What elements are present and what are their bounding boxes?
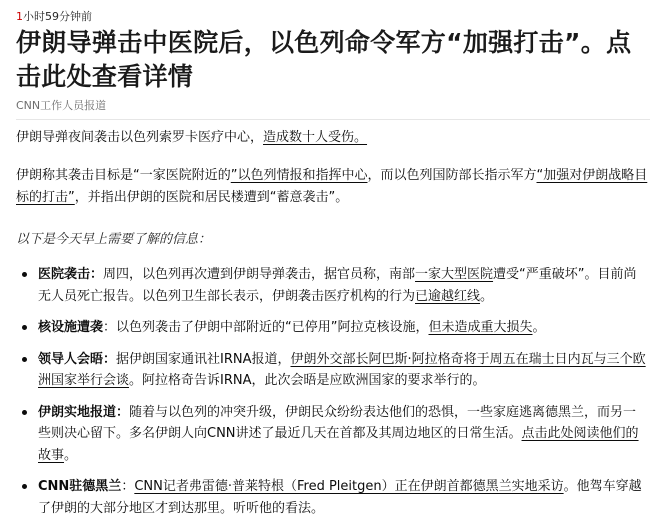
- item-lead: 医院袭击：: [38, 267, 104, 282]
- p2-text-2: ，而以色列国防部长指示军方: [367, 168, 537, 183]
- timestamp: [16, 8, 92, 24]
- injuries-link[interactable]: 造成数十人受伤。: [263, 130, 368, 145]
- geneva-talks-link[interactable]: 伊朗外交部长阿巴斯·阿拉格奇将于周五在瑞士日内瓦与三个欧洲国家举行会谈: [38, 351, 646, 388]
- item-text: 。: [532, 320, 546, 335]
- divider: [16, 119, 650, 120]
- item-text: 据伊朗国家通讯社IRNA报道，: [116, 351, 291, 367]
- byline: CNN工作人员报道: [16, 99, 107, 112]
- headline: 伊朗导弹击中医院后，以色列命令军方“加强打击”。点击此处查看详情: [16, 28, 632, 91]
- item-text: 周四，以色列再次遭到伊朗导弹袭击，据官员称，南部: [103, 267, 416, 282]
- intro-text: 伊朗导弹夜间袭击以色列索罗卡医疗中心，: [16, 130, 264, 145]
- strengthen-strikes-link[interactable]: “加强对伊朗战略目标的打击”: [16, 168, 648, 205]
- item-text: 。阿拉格奇告诉IRNA，此次会晤是应欧洲国家的要求举行的。: [129, 373, 486, 388]
- list-item-nuclear: [16, 317, 646, 339]
- timestamp-text: 小时59分钟前: [23, 10, 92, 23]
- item-text: ：: [121, 479, 135, 494]
- summary-intro: 以下是今天早上需要了解的信息：: [16, 232, 212, 247]
- item-text: 。: [64, 447, 78, 463]
- item-text: ：以色列袭击了伊朗中部附近的“已停用”阿拉克核设施，: [103, 320, 429, 335]
- item-lead: 伊朗实地报道：: [38, 404, 130, 420]
- item-text: 随着与以色列的冲突升级，伊朗民众纷纷表达他们的恐惧，一些家庭逃离德黑兰，而另一些则决心留下。多名伊朗人向CNN讲述了最近几天在首都及其周边地区的日常生活。: [38, 404, 637, 441]
- p2-text-1: 伊朗称其袭击目标是“一家医院附近的: [16, 168, 231, 183]
- list-item-ground-report: [16, 402, 646, 467]
- timestamp-number: 1: [16, 10, 23, 23]
- list-item-hospital: [16, 264, 646, 307]
- intro-paragraph: [16, 127, 656, 149]
- key-points-list: [16, 264, 646, 529]
- second-paragraph: [16, 165, 656, 209]
- large-hospital-link[interactable]: 一家大型医院: [415, 267, 494, 282]
- item-text: 遭受“严重破坏”。目前尚无人员死亡报告。以色列卫生部长表示，伊朗袭击医疗机构的行为: [38, 267, 637, 304]
- list-item-cnn-tehran: [16, 476, 646, 519]
- item-lead: 领导人会晤：: [38, 351, 117, 367]
- no-major-damage-link[interactable]: 但未造成重大损失: [428, 320, 533, 335]
- item-lead: CNN驻德黑兰: [38, 479, 122, 494]
- intelligence-center-link[interactable]: ”以色列情报和指挥中心: [230, 168, 368, 183]
- red-line-link[interactable]: 已逾越红线: [415, 288, 481, 304]
- read-stories-link[interactable]: 点击此处阅读他们的故事: [38, 426, 639, 463]
- item-text: 。他驾车穿越了伊朗的大部分地区才到达那里。听听他的看法。: [38, 479, 642, 516]
- pleitgen-report-link[interactable]: CNN记者弗雷德·普莱特根（Fred Pleitgen）正在伊朗首都德黑兰实地采访: [134, 479, 564, 494]
- p2-text-3: ，并指出伊朗的医院和居民楼遭到“蓄意袭击”。: [74, 190, 349, 205]
- item-lead: 核设施遭袭: [38, 320, 104, 335]
- list-item-leaders: [16, 349, 646, 392]
- item-text: 。: [480, 288, 494, 304]
